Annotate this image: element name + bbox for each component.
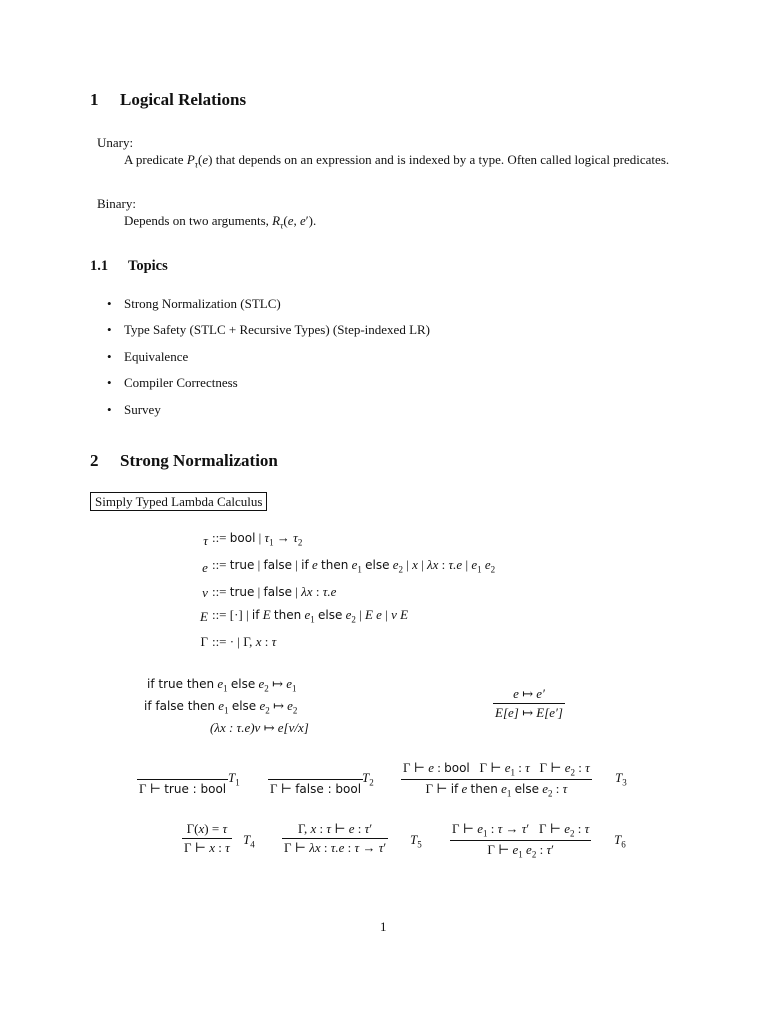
reduction-if-false: if false then $e_1$ else $e_2$ ↦ $e_2$ bbox=[144, 698, 298, 716]
section-1-number: 1 bbox=[90, 90, 99, 109]
binary-text-a: Depends on two arguments, bbox=[124, 213, 273, 228]
typing-rule-t4: $\frac{\Gamma(x) = \tau}{\Gamma ⊢ x : \tau}$ bbox=[184, 821, 230, 855]
topic-label: Survey bbox=[124, 401, 161, 417]
section-1-heading bbox=[90, 90, 246, 110]
grammar-lhs: Γ bbox=[200, 633, 208, 649]
typing-rule-t6: $\frac{\Gamma ⊢ e_1 : \tau \to \tau' \Gamma ⊢ e_2 : \tau}{\Gamma ⊢ e_1 e_2 : \tau'}$ bbox=[452, 821, 590, 860]
topic-label: Type Safety (STLC + Recursive Types) (Step-indexed LR) bbox=[124, 322, 431, 338]
unary-label: Unary: bbox=[97, 135, 134, 150]
binary-label: Binary: bbox=[97, 196, 136, 211]
grammar-row-expr bbox=[200, 554, 495, 581]
boxed-label bbox=[90, 494, 267, 510]
list-item bbox=[107, 295, 430, 321]
typing-rule-t1: Γ ⊢ true : bool bbox=[139, 781, 227, 796]
rule-label-t2: $T_2$ bbox=[362, 770, 374, 788]
topic-label: Compiler Correctness bbox=[124, 375, 238, 391]
typing-rule-t2: Γ ⊢ false : bool bbox=[270, 781, 362, 796]
reduction-if-true: if true then $e_1$ else $e_2$ ↦ $e_1$ bbox=[147, 676, 297, 694]
subsection-1-1-title: Topics bbox=[128, 258, 168, 274]
typing-rule-t5: $\frac{\Gamma, x : \tau ⊢ e : \tau'}{\Gamma ⊢ \lambda x : \tau.e : \tau \to \tau'}$ bbox=[284, 821, 387, 855]
rule-label-t3: $T_3$ bbox=[615, 770, 627, 788]
grammar-row-env bbox=[200, 631, 495, 653]
subsection-1-1-heading bbox=[90, 258, 168, 275]
rule-label-t4: $T_4$ bbox=[243, 832, 255, 850]
grammar-lhs: E bbox=[200, 609, 208, 625]
list-item bbox=[107, 348, 430, 374]
section-2-title: Strong Normalization bbox=[120, 451, 278, 470]
list-item bbox=[107, 401, 430, 427]
binary-description: Depends on two arguments, $R_\tau(e$, e′). bbox=[124, 213, 317, 231]
grammar-rhs: ::= [·] | if E then $e_1$ else $e_2$ | E e | v E bbox=[211, 606, 409, 625]
grammar-lhs: e bbox=[202, 559, 208, 575]
reduction-beta: (λx : τ.e)v ↦ e[v/x] bbox=[210, 720, 309, 735]
page-number: 1 bbox=[380, 919, 387, 934]
grammar-rhs: ::= true | false | λx : τ.e bbox=[211, 584, 337, 600]
typing-rule-t3: Γ ⊢ e : bool Γ ⊢ $e_1$ : τ Γ ⊢ $e_2$ : τ Γ ⊢ if e then $e_1$ else $e_2$ : τ bbox=[403, 760, 590, 799]
binary-relation-math: $R_\tau$ bbox=[272, 213, 284, 231]
bullet-icon: • bbox=[107, 348, 112, 364]
grammar-lhs: τ bbox=[203, 532, 208, 548]
topic-label: Equivalence bbox=[124, 348, 189, 364]
bullet-icon: • bbox=[107, 296, 112, 311]
topic-label: Strong Normalization (STLC) bbox=[124, 296, 281, 311]
subsection-1-1-number: 1.1 bbox=[90, 258, 109, 274]
binary-text-b: . bbox=[312, 213, 317, 228]
section-2-number: 2 bbox=[90, 451, 99, 470]
section-2-heading bbox=[90, 451, 278, 471]
grammar-row-type bbox=[200, 527, 495, 554]
grammar-row-context bbox=[200, 604, 495, 631]
rule-label-t5: $T_5$ bbox=[410, 832, 422, 850]
context-reduction-rule: $\frac{e ↦ e'}{E[e] ↦ E[e']}$ bbox=[495, 686, 563, 720]
list-item bbox=[107, 321, 431, 347]
topics-list bbox=[107, 295, 431, 427]
unary-description: A predicate $P_\tau(e)$ that depends on an expression and is indexed by a type. Often called logical predicates. bbox=[124, 152, 670, 170]
rule-label-t1: $T_1$ bbox=[228, 770, 240, 788]
unary-text-a: A predicate bbox=[124, 152, 187, 167]
unary-predicate-math: $P_\tau$ bbox=[186, 152, 198, 170]
grammar-row-value bbox=[200, 581, 495, 604]
grammar-lhs: v bbox=[202, 584, 208, 600]
bullet-icon: • bbox=[107, 375, 112, 391]
list-item bbox=[107, 374, 430, 400]
bullet-icon: • bbox=[107, 401, 112, 417]
grammar-rhs: ::= true | false | if e then $e_1$ else $e_2$ | x | λx : τ.e | $e_1$ $e_2$ bbox=[211, 557, 496, 575]
unary-text-b: that depends on an expression and is indexed by a type. Often called logical predicates. bbox=[212, 152, 670, 167]
section-1-title: Logical Relations bbox=[120, 90, 247, 109]
bullet-icon: • bbox=[107, 322, 112, 338]
grammar-table bbox=[200, 527, 495, 652]
boxed-label-text: Simply Typed Lambda Calculus bbox=[90, 492, 267, 511]
grammar-rhs: ::= · | Γ, x : τ bbox=[211, 633, 277, 649]
grammar-rhs: ::= bool | $\tau_1 \to \tau_2$ bbox=[211, 530, 303, 548]
rule-label-t6: $T_6$ bbox=[614, 832, 626, 850]
